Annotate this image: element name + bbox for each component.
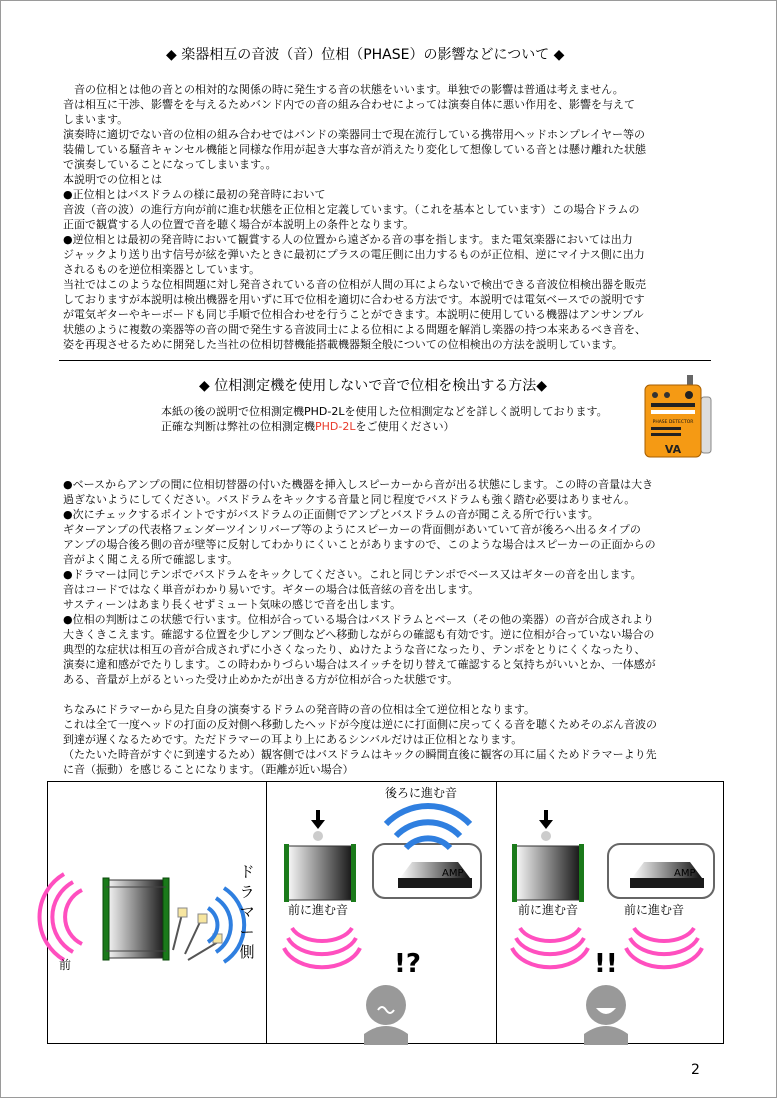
text-line: されるものを逆位相楽器としています。 — [63, 263, 261, 276]
svg-text:VA: VA — [664, 443, 682, 456]
text-line: 演奏時に適切でない音の位相の組み合わせではバンドの楽器同士で現在流行している携帯用ヘッドホンプレイヤー等の — [63, 128, 646, 141]
text-line: 音波（音の波）の進行方向が前に進む状態を正位相と定義しています。（これを基本としています）この場合ドラムの — [63, 203, 640, 216]
drummer-side-char: マ — [239, 903, 255, 921]
text-line: （たたいた時音がすぐに到達するため）観客側ではバスドラムはキックの瞬間直後に観客の耳に届くためドラマーより先 — [63, 748, 657, 761]
section2-heading: ◆ 位相測定機を使用しないで音で位相を検出する方法◆ — [199, 378, 547, 394]
text-line: 過ぎないようにしてください。バスドラムをキックする音量と同じ程度でバスドラムも強く踏む必要はありません。 — [63, 493, 636, 506]
text-line: が電気ギターやキーボードも同じ手順で位相合わせを行うことができます。本説明に使用している機器はアンサンブル — [63, 308, 644, 321]
text-line: アンプの場合後ろ側の音が壁等に反射してわかりにくいことがありますので、このような場合はスピーカーの正面からの — [63, 538, 656, 551]
amp-box — [608, 844, 714, 898]
text-line: 到達が遅くなるためです。ただドラマーの耳より上にあるシンバルだけは正位相となります。 — [63, 733, 523, 746]
confused-listener — [364, 985, 408, 1045]
text-line: ギターアンプの代表格フェンダーツインリバーブ等のようにスピーカーの背面側があいていて音が後ろへ出るタイプの — [63, 523, 641, 536]
page-number: 2 — [691, 1062, 700, 1078]
phase-detector-device-image — [641, 373, 721, 465]
front-wave-pink — [40, 874, 82, 960]
intro-text: をご使用ください） — [355, 420, 455, 433]
backward-sound-label: 後ろに進む音 — [385, 786, 458, 800]
text-line: 装備している騒音キャンセル機能と同様な作用が起き大事な音が消えたり変化して想像している音とは懸け離れた状態 — [63, 143, 646, 156]
text-line: 本説明での位相とは — [63, 173, 162, 186]
amp-label: AMP — [442, 868, 464, 879]
intro-line — [161, 419, 454, 434]
intro-line: 本紙の後の説明で位相測定機PHD-2Lを使用した位相測定などを詳しく説明しております。 — [161, 405, 608, 418]
text-line: ●ドラマーは同じテンポでバスドラムをキックしてください。これと同じテンポでベース又はギターの音を出します。 — [63, 568, 642, 581]
text-line: サスティーンはあまり長くせずミュート気味の感じで音を出します。 — [63, 598, 402, 611]
text-line: 音の位相とは他の音との相対的な関係の時に発生する音の状態をいいます。単独での影響は普通は考えません。 — [63, 83, 624, 96]
text-line: 音は相互に干渉、影響をを与えるためバンド内での音の組み合わせによっては演奏自体に悪い作用を、影響を与えて — [63, 98, 635, 111]
intro-text: 正確な判断は弊社の位相測定機 — [161, 420, 315, 433]
kick-arrow — [539, 810, 553, 841]
text-line: しまいます。 — [63, 113, 129, 126]
happy-mark: !! — [594, 949, 618, 979]
text-line: ある、音量が上がるといった受け止めかたが出きる方が位相が合った状態です。 — [63, 673, 459, 686]
text-line: に音（振動）を感じることになります。（距離が近い場合） — [63, 763, 354, 776]
text-line: 音はコードではなく単音がわかり易いです。ギターの場合は低音絃の音を出します。 — [63, 583, 480, 596]
front-label: 前 — [59, 958, 72, 972]
text-line: ●正位相とはバスドラムの様に最初の発音時において — [63, 188, 326, 201]
text-line: ジャックより送り出す信号が絃を弾いたときに最初にプラスの電圧側に出力するものが正位相、逆にマイナス側に出力 — [63, 248, 645, 261]
forward-sound-label: 前に進む音 — [518, 903, 579, 917]
text-line: で演奏していることになってしまいます。。 — [63, 158, 277, 171]
drummer-side-char: ド — [239, 863, 255, 881]
text-line: 当社ではこのような位相問題に対し発音されている音の位相が人間の耳によらないで検出できる音波位相検出器を販売 — [63, 278, 646, 291]
text-line: 状態のように複数の楽器等の音の間で発生する音波同士による位相による問題を解消し楽器の持つ本来あるべき音を、 — [63, 323, 646, 336]
text-line: 大きくきこえます。確認する位置を少しアンプ側などへ移動しながらの確認も有効です。逆に位相が合っていない場合の — [63, 628, 655, 641]
text-line: ちなみにドラマーから見た自身の演奏するドラムの発音時の音の位相は全て逆位相となります。 — [63, 703, 536, 716]
text-line: 典型的な症状は相互の音が合成されずに小さくなったり、ぬけたような音になったり、テンポをとりにくくなったり、 — [63, 643, 646, 656]
kick-arrow — [311, 810, 325, 841]
svg-text:PHASE DETECTOR: PHASE DETECTOR — [652, 420, 694, 425]
model-name: PHD-2L — [315, 420, 356, 433]
text-line: 演奏に違和感がでたりします。この時わかりづらい場合はスイッチを切り替えて確認すると気持ちがいいとか、一体感が — [63, 658, 656, 671]
text-line: ●次にチェックするポイントですがバスドラムの正面側でアンプとバスドラムの音が聞こえる所で行います。 — [63, 508, 599, 521]
text-line: ●逆位相とは最初の発音時において観賞する人の位置から遠ざかる音の事を指します。また電気楽器においては出力 — [63, 233, 633, 246]
forward-sound-label: 前に進む音 — [288, 903, 349, 917]
bass-drum-front — [512, 844, 584, 902]
forward-wave-pink — [284, 928, 360, 967]
text-line: 音がよく聞こえる所で確認します。 — [63, 553, 239, 566]
amp-label: AMP — [674, 868, 696, 879]
drummer-side-char: 側 — [239, 943, 255, 961]
text-line: ●位相の判断はこの状態で行います。位相が合っている場合はバスドラムとベース（その他の楽器）の音が合成されより — [63, 613, 655, 626]
text-line: 正面で観賞する人の位置で音を聴く場合が本説明上の条件となります。 — [63, 218, 415, 231]
bass-drum-side — [103, 878, 169, 960]
backward-wave-blue — [386, 806, 470, 848]
text-line: これは全て一度ヘッドの打面の反対側へ移動したヘッドが今度は逆にに打面側に戻ってくる音を聴くためそのぶん音波の — [63, 718, 657, 731]
text-line: 姿を再現させるために開発した当社の位相切替機能搭載機器類全般についての位相検出の方法を説明しています。 — [63, 338, 623, 351]
forward-sound-label: 前に進む音 — [624, 903, 685, 917]
confused-mark: !? — [394, 949, 421, 979]
section1-heading: ◆ 楽器相互の音波（音）位相（PHASE）の影響などについて ◆ — [166, 47, 565, 63]
drummer-side-char: ラ — [239, 883, 255, 901]
bass-drum-front — [284, 844, 356, 902]
text-line: しておりますが本説明は検出機器を用いずに耳で位相を適切に合わせる方法です。本説明では電気ベースでの説明です — [63, 293, 645, 306]
section-divider — [59, 360, 711, 361]
drummer-side-char: ー — [239, 923, 255, 941]
amp-box — [373, 844, 481, 898]
text-line: ●ベースからアンプの間に位相切替器の付いた機器を挿入しスピーカーから音が出る状態にします。この時の音量は大き — [63, 478, 654, 491]
phase-diagram — [47, 781, 724, 1044]
happy-listener — [584, 985, 628, 1045]
